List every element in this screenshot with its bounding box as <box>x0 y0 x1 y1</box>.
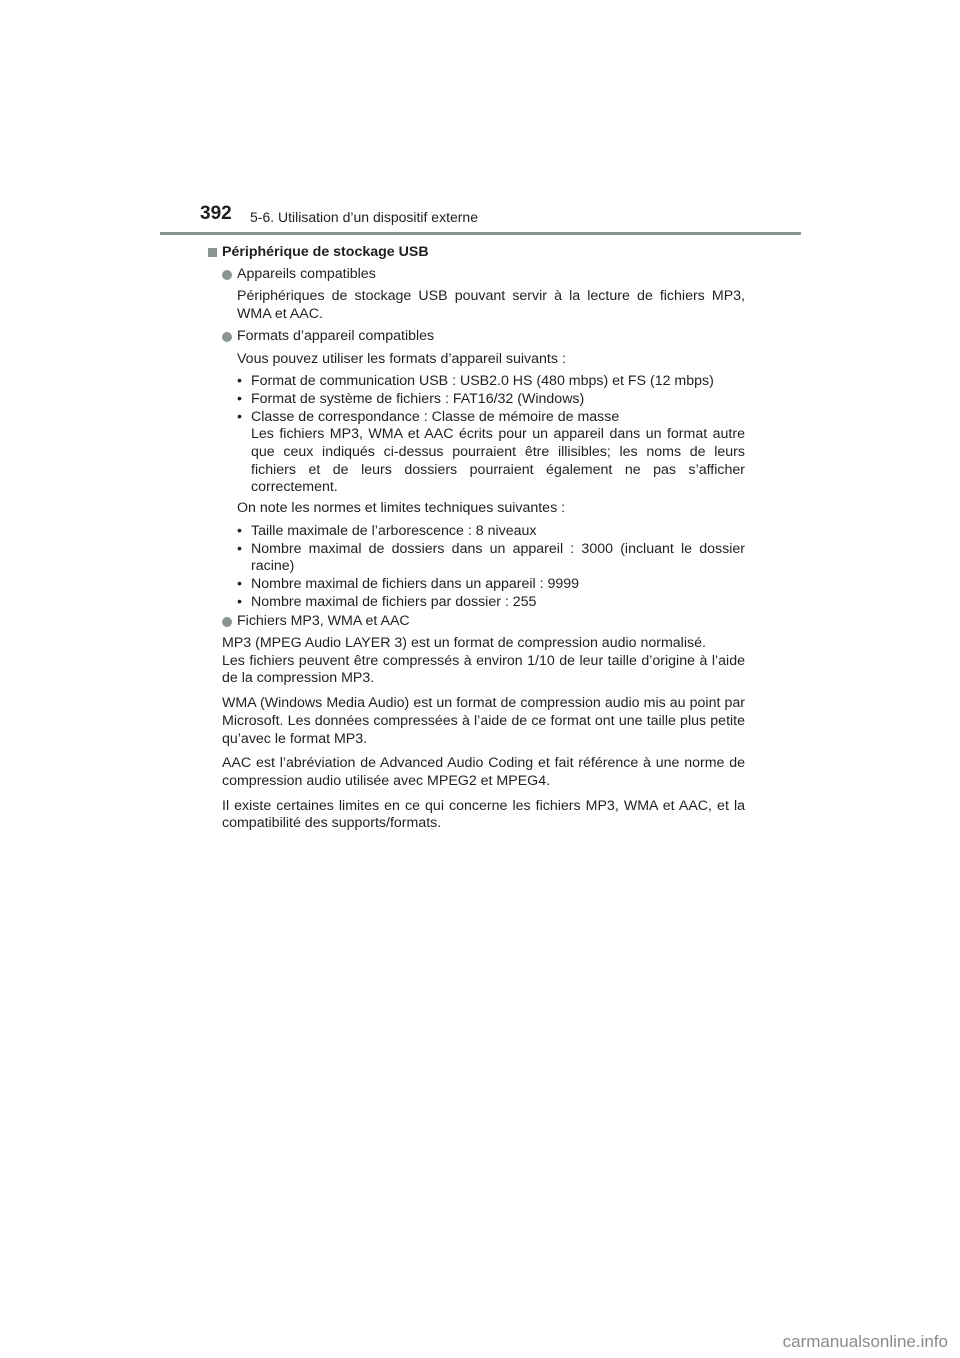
paragraph: Périphériques de stockage USB pouvant servir à la lecture de fichiers MP3, WMA et AAC. <box>237 288 745 323</box>
paragraph: Vous pouvez utiliser les formats d’appareil suivants : <box>237 350 566 367</box>
paragraph: AAC est l’abréviation de Advanced Audio Coding et fait référence à une norme de compression audio utilisée avec MPEG2 et MPEG4. <box>222 755 745 789</box>
list-item: • Nombre maximal de fichiers par dossier : 255 <box>237 593 537 610</box>
paragraph: Les fichiers peuvent être compressés à environ 1/10 de leur taille d’origine à l’aide de la compression MP3. <box>222 652 745 687</box>
subsection-compatible-formats <box>222 328 745 346</box>
page-number: 392 <box>200 203 232 224</box>
subsection-title: Fichiers MP3, WMA et AAC <box>237 613 410 630</box>
section-heading <box>208 244 745 262</box>
subsection-compatible-devices <box>222 266 745 284</box>
watermark-text: carmanualsonline.info <box>782 1332 948 1351</box>
list-item: • Format de communication USB : USB2.0 HS (480 mbps) et FS (12 mbps) <box>237 373 714 390</box>
header-divider <box>160 232 801 235</box>
paragraph: On note les normes et limites techniques suivantes : <box>237 500 566 517</box>
section-title: 5-6. Utilisation d’un dispositif externe <box>250 209 479 225</box>
list-item: • Nombre maximal de fichiers dans un appareil : 9999 <box>237 575 580 592</box>
formats-list <box>222 373 745 426</box>
circle-bullet-icon <box>222 332 232 342</box>
paragraph: WMA (Windows Media Audio) est un format de compression audio mis au point par Microsoft. Les données compressées à l’aide de ce format ont une taille plus petite qu’avec le format MP3. <box>222 695 745 747</box>
limits-list <box>222 523 745 612</box>
list-item: • Classe de correspondance : Classe de mémoire de masse <box>237 408 620 425</box>
paragraph: Il existe certaines limites en ce qui concerne les fichiers MP3, WMA et AAC, et la compatibilité des supports/formats. <box>222 797 745 832</box>
heading-text: Périphérique de stockage USB <box>222 244 429 260</box>
formats-note: Les fichiers MP3, WMA et AAC écrits pour un appareil dans un format autre que ceux indiqués ci-dessus pourraient être illisibles; les noms de leurs fichiers et de leurs dossiers pourraient également ne pas s’afficher correctement. <box>251 426 745 496</box>
list-item: • Taille maximale de l’arborescence : 8 niveaux <box>237 522 537 539</box>
paragraph: MP3 (MPEG Audio LAYER 3) est un format de compression audio normalisé. <box>222 635 706 652</box>
circle-bullet-icon <box>222 270 232 280</box>
subsection-title: Appareils compatibles <box>237 265 376 282</box>
subsection-file-types <box>222 613 745 631</box>
circle-bullet-icon <box>222 617 232 627</box>
square-bullet-icon <box>208 248 217 257</box>
list-item: • Format de système de fichiers : FAT16/32 (Windows) <box>237 390 585 407</box>
page-content <box>222 244 745 833</box>
subsection-title: Formats d’appareil compatibles <box>237 327 435 344</box>
page-header <box>0 0 960 236</box>
list-item: • Nombre maximal de dossiers dans un appareil : 3000 (incluant le dossier racine) <box>237 540 745 575</box>
